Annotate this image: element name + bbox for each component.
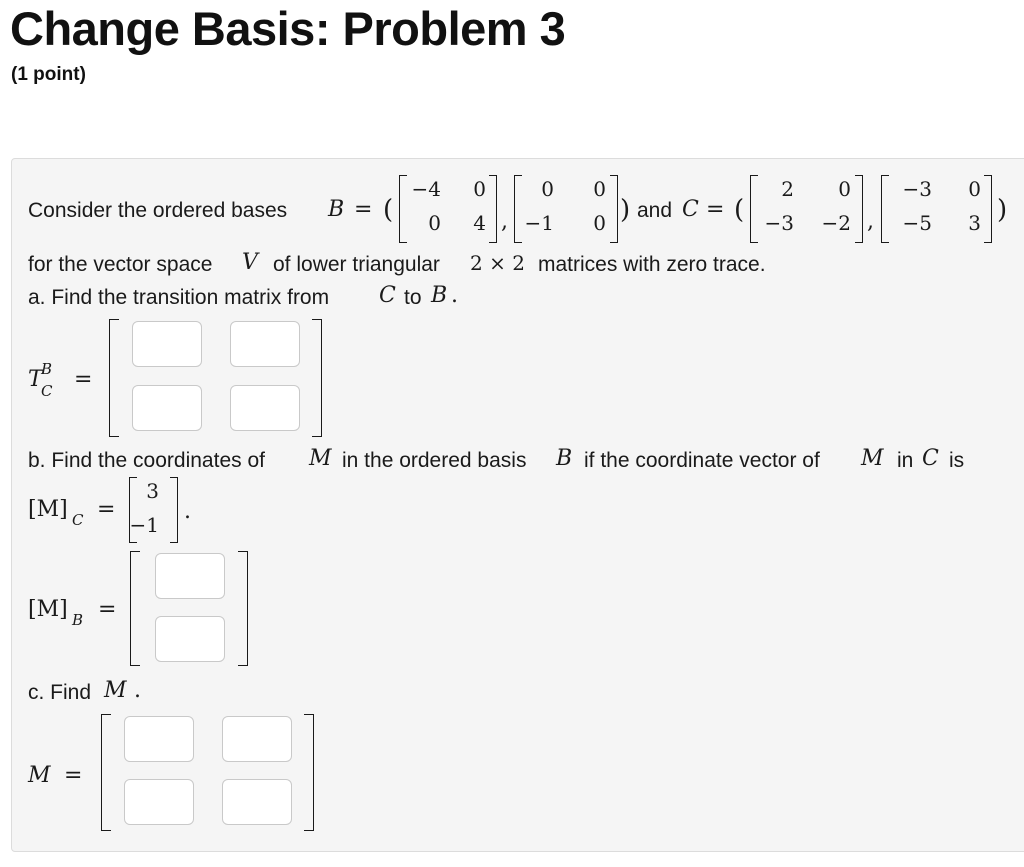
dims: 2 × 2 bbox=[470, 251, 525, 275]
answer-box-c-12[interactable] bbox=[222, 716, 292, 762]
part-c-m: M bbox=[104, 678, 127, 703]
comma: , bbox=[867, 209, 874, 234]
equals-sign: = bbox=[354, 197, 373, 222]
transition-t: T bbox=[28, 367, 43, 392]
vector-cell: 3 bbox=[146, 479, 159, 503]
matrix-cell: 0 bbox=[593, 177, 606, 201]
answer-box-b-1[interactable] bbox=[155, 553, 225, 599]
part-b-text: is bbox=[949, 449, 965, 472]
answer-box-c-22[interactable] bbox=[222, 779, 292, 825]
matrix-cell: 0 bbox=[428, 211, 441, 235]
part-b-prompt: b. Find the coordinates of bbox=[28, 449, 265, 472]
part-a-b: B bbox=[431, 283, 448, 308]
basis-c-label: C bbox=[682, 197, 699, 222]
answer-box-a-11[interactable] bbox=[132, 321, 202, 367]
equals-sign: = bbox=[74, 367, 93, 392]
matrix-cell: −2 bbox=[821, 211, 851, 235]
answer-box-a-21[interactable] bbox=[132, 385, 202, 431]
matrix-cell: −3 bbox=[902, 177, 932, 201]
matrix-cell: 2 bbox=[781, 177, 794, 201]
bracket-right bbox=[855, 175, 863, 243]
vector-cell: −1 bbox=[129, 513, 159, 537]
bracket-left bbox=[750, 175, 758, 243]
bracket-right bbox=[312, 319, 322, 437]
equals-sign: = bbox=[64, 763, 83, 788]
part-b-text: in bbox=[897, 449, 914, 472]
coord-b-lhs: [M] bbox=[28, 597, 68, 622]
problem-panel bbox=[11, 158, 1024, 852]
close-paren: ) bbox=[620, 195, 631, 225]
matrix-cell: 0 bbox=[541, 177, 554, 201]
matrix-cell: 3 bbox=[968, 211, 981, 235]
bracket-left bbox=[101, 714, 111, 831]
space-text: matrices with zero trace. bbox=[538, 253, 766, 276]
bracket-right bbox=[304, 714, 314, 831]
comma: , bbox=[501, 209, 508, 234]
space-text: of lower triangular bbox=[273, 253, 440, 276]
period: . bbox=[184, 499, 191, 524]
equals-sign: = bbox=[97, 497, 116, 522]
open-paren: ( bbox=[383, 195, 394, 225]
part-a-prompt: a. Find the transition matrix from bbox=[28, 286, 330, 309]
bracket-right bbox=[610, 175, 618, 243]
part-b-text: in the ordered basis bbox=[342, 449, 527, 472]
period: . bbox=[451, 283, 458, 308]
matrix-cell: −4 bbox=[411, 177, 441, 201]
answer-box-c-21[interactable] bbox=[124, 779, 194, 825]
bracket-left bbox=[109, 319, 119, 437]
part-b-b: B bbox=[556, 446, 573, 471]
and-text: and bbox=[637, 199, 673, 222]
page-title: Change Basis: Problem 3 bbox=[10, 2, 566, 55]
transition-sub: C bbox=[41, 382, 53, 400]
matrix-cell: −1 bbox=[524, 211, 554, 235]
open-paren: ( bbox=[734, 195, 745, 225]
equals-sign: = bbox=[706, 197, 725, 222]
m-lhs: M bbox=[28, 763, 51, 788]
part-b-c: C bbox=[922, 446, 939, 471]
transition-sup: B bbox=[41, 360, 53, 378]
points-label: (1 point) bbox=[11, 64, 86, 85]
bracket-left bbox=[399, 175, 407, 243]
bracket-right bbox=[238, 551, 248, 666]
answer-box-a-22[interactable] bbox=[230, 385, 300, 431]
part-a-c: C bbox=[379, 283, 396, 308]
coord-c-lhs: [M] bbox=[28, 497, 68, 522]
coord-b-sub: B bbox=[72, 611, 84, 629]
matrix-cell: 0 bbox=[473, 177, 486, 201]
bracket-right bbox=[170, 477, 178, 543]
space-v: V bbox=[242, 250, 258, 275]
part-b-m: M bbox=[861, 446, 884, 471]
equals-sign: = bbox=[98, 597, 117, 622]
answer-box-c-11[interactable] bbox=[124, 716, 194, 762]
intro-text: Consider the ordered bases bbox=[28, 199, 288, 222]
matrix-cell: −3 bbox=[764, 211, 794, 235]
part-c-prompt: c. Find bbox=[28, 681, 92, 704]
period: . bbox=[134, 678, 141, 703]
answer-box-b-2[interactable] bbox=[155, 616, 225, 662]
matrix-cell: −5 bbox=[902, 211, 932, 235]
bracket-left bbox=[881, 175, 889, 243]
bracket-right bbox=[489, 175, 497, 243]
part-a-to: to bbox=[404, 286, 422, 309]
bracket-right bbox=[984, 175, 992, 243]
matrix-cell: 0 bbox=[838, 177, 851, 201]
bracket-left bbox=[130, 551, 140, 666]
basis-b-label: B bbox=[328, 197, 345, 222]
answer-box-a-12[interactable] bbox=[230, 321, 300, 367]
close-paren: ) bbox=[997, 195, 1008, 225]
space-text: for the vector space bbox=[28, 253, 213, 276]
part-b-text: if the coordinate vector of bbox=[584, 449, 820, 472]
coord-c-sub: C bbox=[72, 511, 84, 529]
matrix-cell: 0 bbox=[593, 211, 606, 235]
matrix-cell: 4 bbox=[473, 211, 486, 235]
matrix-cell: 0 bbox=[968, 177, 981, 201]
part-b-m: M bbox=[309, 446, 332, 471]
